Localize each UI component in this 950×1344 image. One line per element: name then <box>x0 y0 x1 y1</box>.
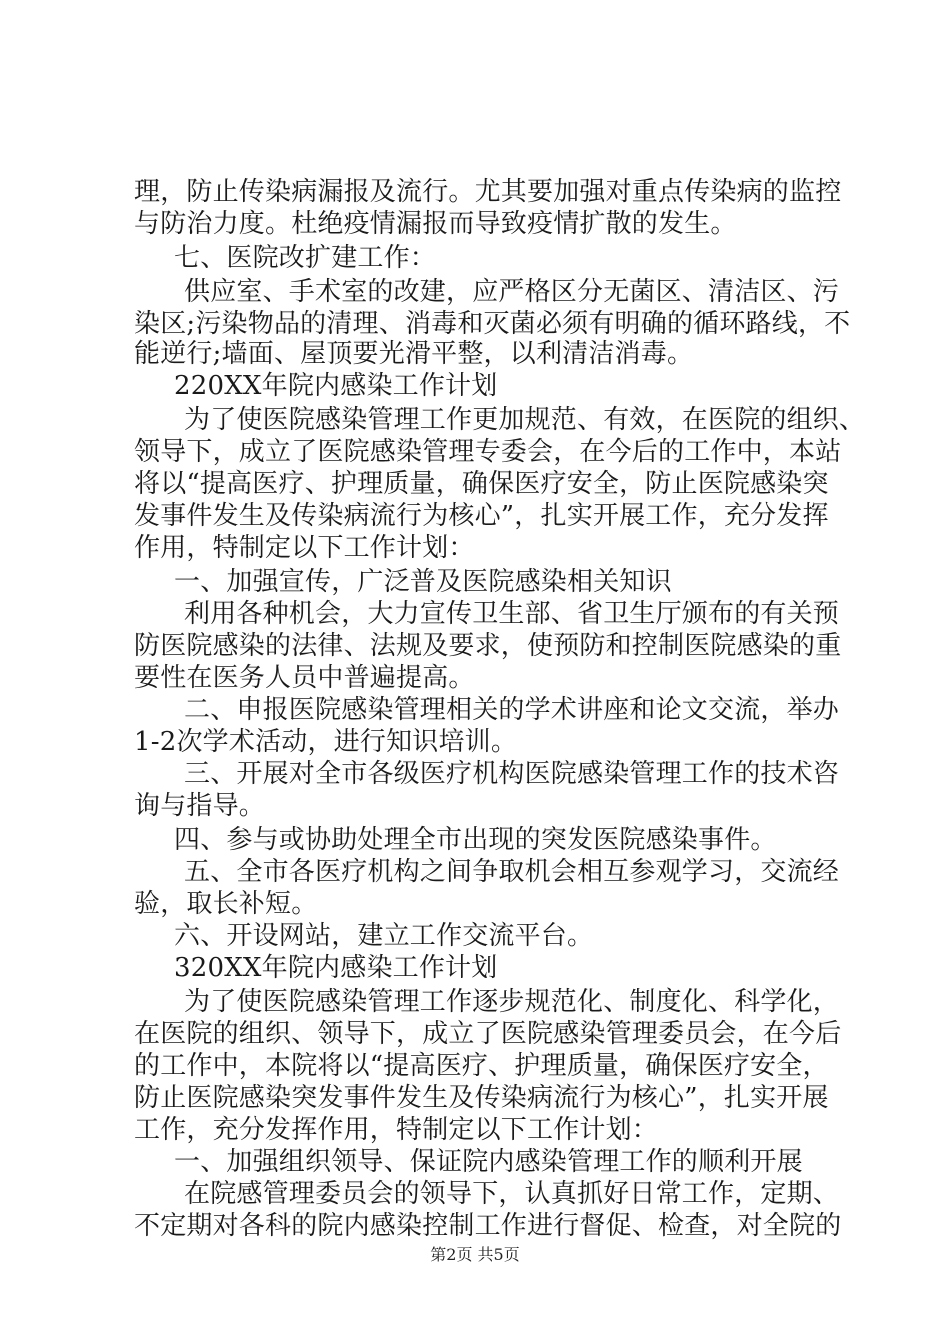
paragraph-line: 染区;污染物品的清理、消毒和灭菌必须有明确的循环路线，不 <box>134 309 851 339</box>
plan-title: 320XX年院内感染工作计划 <box>174 953 498 983</box>
paragraph-line: 四、参与或协助处理全市出现的突发医院感染事件。 <box>174 825 777 855</box>
paragraph-line: 利用各种机会，大力宣传卫生部、省卫生厅颁布的有关预 <box>184 599 840 629</box>
paragraph-line: 为了使医院感染管理工作更加规范、有效，在医院的组织、 <box>184 405 866 435</box>
paragraph-line: 发事件发生及传染病流行为核心”，扎实开展工作，充分发挥 <box>134 501 829 531</box>
paragraph-line: 将以“提高医疗、护理质量，确保医疗安全，防止医院感染突 <box>134 469 829 499</box>
paragraph-line: 要性在医务人员中普遍提高。 <box>134 663 475 693</box>
paragraph-line: 询与指导。 <box>134 791 266 821</box>
paragraph-line: 验，取长补短。 <box>134 889 318 919</box>
section-heading: 一、加强宣传，广泛普及医院感染相关知识 <box>174 567 672 597</box>
paragraph-line: 不定期对各科的院内感染控制工作进行督促、检查，对全院的 <box>134 1211 842 1241</box>
paragraph-line: 防医院感染的法律、法规及要求，使预防和控制医院感染的重 <box>134 631 842 661</box>
section-heading: 七、医院改扩建工作： <box>174 243 437 273</box>
paragraph-line: 二、申报医院感染管理相关的学术讲座和论文交流，举办 <box>184 695 840 725</box>
plan-title: 220XX年院内感染工作计划 <box>174 371 498 401</box>
paragraph-line: 的工作中，本院将以“提高医疗、护理质量，确保医疗安全， <box>134 1051 829 1081</box>
section-heading: 一、加强组织领导、保证院内感染管理工作的顺利开展 <box>174 1147 803 1177</box>
paragraph-line: 作用，特制定以下工作计划： <box>134 533 475 563</box>
paragraph-line: 理，防止传染病漏报及流行。尤其要加强对重点传染病的监控 <box>134 177 842 207</box>
paragraph-line: 防止医院感染突发事件发生及传染病流行为核心”，扎实开展 <box>134 1083 829 1113</box>
paragraph-line: 为了使医院感染管理工作逐步规范化、制度化、科学化， <box>184 987 840 1017</box>
paragraph-line: 六、开设网站，建立工作交流平台。 <box>174 921 594 951</box>
paragraph-line: 1-2次学术活动，进行知识培训。 <box>134 727 518 757</box>
paragraph-line: 供应室、手术室的改建，应严格区分无菌区、清洁区、污 <box>184 277 840 307</box>
paragraph-line: 在医院的组织、领导下，成立了医院感染管理委员会，在今后 <box>134 1019 842 1049</box>
paragraph-line: 能逆行;墙面、屋顶要光滑平整，以利清洁消毒。 <box>134 339 694 369</box>
paragraph-line: 五、全市各医疗机构之间争取机会相互参观学习，交流经 <box>184 857 840 887</box>
paragraph-line: 在院感管理委员会的领导下，认真抓好日常工作，定期、 <box>184 1179 840 1209</box>
page-number: 第2页 共5页 <box>430 1245 520 1264</box>
paragraph-line: 领导下，成立了医院感染管理专委会，在今后的工作中，本站 <box>134 437 842 467</box>
paragraph-line: 三、开展对全市各级医疗机构医院感染管理工作的技术咨 <box>184 759 840 789</box>
paragraph-line: 与防治力度。杜绝疫情漏报而导致疫情扩散的发生。 <box>134 209 737 239</box>
paragraph-line: 工作，充分发挥作用，特制定以下工作计划： <box>134 1115 659 1145</box>
